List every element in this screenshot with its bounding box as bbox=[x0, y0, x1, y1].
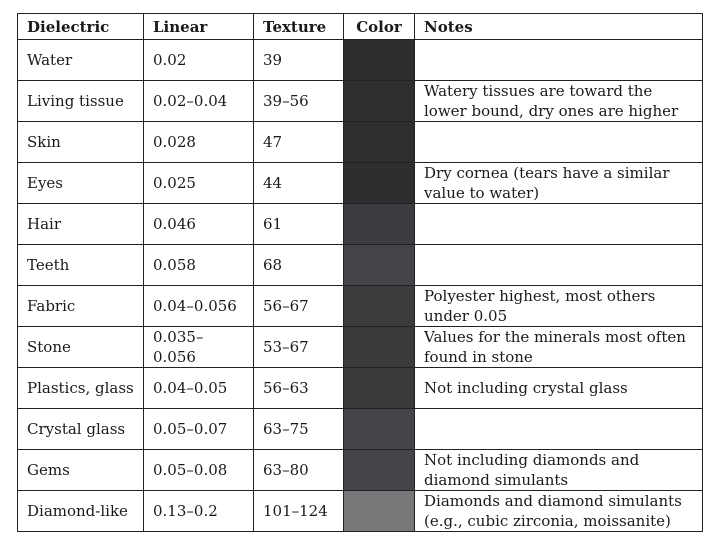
linear-cell: 0.05–0.08 bbox=[144, 450, 254, 491]
notes-cell bbox=[415, 409, 703, 450]
linear-cell: 0.035–0.056 bbox=[144, 327, 254, 368]
texture-cell: 63–75 bbox=[254, 409, 344, 450]
table-row bbox=[18, 163, 703, 204]
texture-cell: 47 bbox=[254, 122, 344, 163]
header-dielectric: Dielectric bbox=[18, 14, 144, 40]
color-swatch bbox=[344, 286, 415, 327]
table-row bbox=[18, 40, 703, 81]
header-notes: Notes bbox=[415, 14, 703, 40]
notes-cell bbox=[415, 122, 703, 163]
table-row bbox=[18, 204, 703, 245]
texture-cell: 61 bbox=[254, 204, 344, 245]
color-swatch bbox=[344, 368, 415, 409]
texture-cell: 63–80 bbox=[254, 450, 344, 491]
texture-cell: 101–124 bbox=[254, 491, 344, 532]
dielectric-cell: Living tissue bbox=[18, 81, 144, 122]
texture-cell: 68 bbox=[254, 245, 344, 286]
notes-cell: Values for the minerals most often found in stone bbox=[415, 327, 703, 368]
linear-cell: 0.02–0.04 bbox=[144, 81, 254, 122]
color-swatch bbox=[344, 81, 415, 122]
dielectric-cell: Skin bbox=[18, 122, 144, 163]
dielectric-cell: Diamond-like bbox=[18, 491, 144, 532]
linear-cell: 0.046 bbox=[144, 204, 254, 245]
dielectric-cell: Eyes bbox=[18, 163, 144, 204]
linear-cell: 0.02 bbox=[144, 40, 254, 81]
notes-cell: Diamonds and diamond simulants (e.g., cubic zirconia, moissanite) bbox=[415, 491, 703, 532]
notes-cell bbox=[415, 204, 703, 245]
header-row bbox=[18, 14, 703, 40]
linear-cell: 0.028 bbox=[144, 122, 254, 163]
linear-cell: 0.13–0.2 bbox=[144, 491, 254, 532]
table-row bbox=[18, 491, 703, 532]
notes-cell: Polyester highest, most others under 0.05 bbox=[415, 286, 703, 327]
texture-cell: 44 bbox=[254, 163, 344, 204]
notes-cell bbox=[415, 40, 703, 81]
notes-cell: Not including diamonds and diamond simulants bbox=[415, 450, 703, 491]
notes-cell: Dry cornea (tears have a similar value to water) bbox=[415, 163, 703, 204]
table-row bbox=[18, 81, 703, 122]
color-swatch bbox=[344, 245, 415, 286]
table-row bbox=[18, 368, 703, 409]
texture-cell: 56–63 bbox=[254, 368, 344, 409]
dielectric-cell: Crystal glass bbox=[18, 409, 144, 450]
linear-cell: 0.025 bbox=[144, 163, 254, 204]
table-row bbox=[18, 286, 703, 327]
table-row bbox=[18, 122, 703, 163]
color-swatch bbox=[344, 40, 415, 81]
dielectric-cell: Fabric bbox=[18, 286, 144, 327]
linear-cell: 0.04–0.056 bbox=[144, 286, 254, 327]
dielectric-cell: Plastics, glass bbox=[18, 368, 144, 409]
color-swatch bbox=[344, 327, 415, 368]
color-swatch bbox=[344, 163, 415, 204]
color-swatch bbox=[344, 491, 415, 532]
dielectric-cell: Water bbox=[18, 40, 144, 81]
header-color: Color bbox=[344, 14, 415, 40]
texture-cell: 53–67 bbox=[254, 327, 344, 368]
table-row bbox=[18, 245, 703, 286]
table-row bbox=[18, 409, 703, 450]
linear-cell: 0.058 bbox=[144, 245, 254, 286]
table-row bbox=[18, 450, 703, 491]
dielectric-cell: Hair bbox=[18, 204, 144, 245]
dielectric-cell: Teeth bbox=[18, 245, 144, 286]
color-swatch bbox=[344, 409, 415, 450]
color-swatch bbox=[344, 204, 415, 245]
linear-cell: 0.05–0.07 bbox=[144, 409, 254, 450]
color-swatch bbox=[344, 122, 415, 163]
texture-cell: 56–67 bbox=[254, 286, 344, 327]
notes-cell: Watery tissues are toward the lower bound, dry ones are higher bbox=[415, 81, 703, 122]
texture-cell: 39 bbox=[254, 40, 344, 81]
dielectric-cell: Gems bbox=[18, 450, 144, 491]
color-swatch bbox=[344, 450, 415, 491]
notes-cell bbox=[415, 245, 703, 286]
notes-cell: Not including crystal glass bbox=[415, 368, 703, 409]
dielectric-table bbox=[17, 13, 703, 532]
dielectric-cell: Stone bbox=[18, 327, 144, 368]
texture-cell: 39–56 bbox=[254, 81, 344, 122]
header-texture: Texture bbox=[254, 14, 344, 40]
table-row bbox=[18, 327, 703, 368]
header-linear: Linear bbox=[144, 14, 254, 40]
linear-cell: 0.04–0.05 bbox=[144, 368, 254, 409]
